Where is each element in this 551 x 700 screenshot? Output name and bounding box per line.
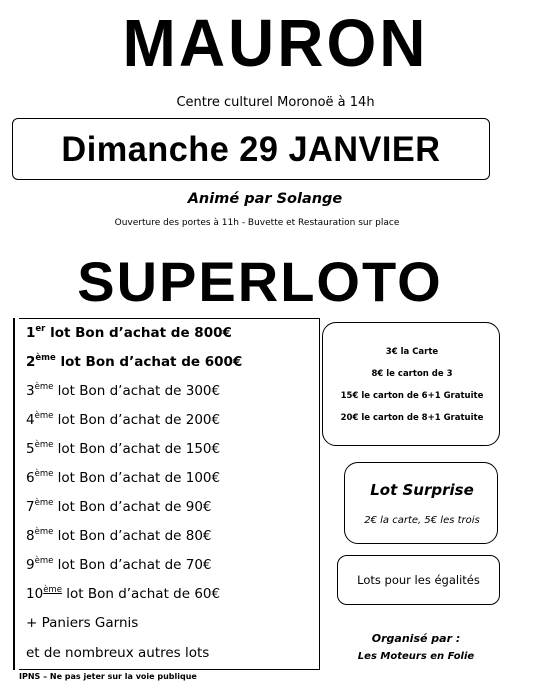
surprise-price: 2€ la carte, 5€ les trois (364, 515, 480, 526)
prize-item: 10ème lot Bon d’achat de 60€ (26, 585, 221, 602)
prize-item: 7ème lot Bon d’achat de 90€ (26, 498, 212, 515)
prize-item: 5ème lot Bon d’achat de 150€ (26, 440, 221, 457)
price-line: 15€ le carton de 6+1 Gratuite (340, 391, 484, 401)
prize-item: 9ème lot Bon d’achat de 70€ (26, 556, 212, 573)
surprise-title: Lot Surprise (370, 481, 474, 499)
prize-item: 8ème lot Bon d’achat de 80€ (26, 527, 212, 544)
prize-item: 1er lot Bon d’achat de 800€ (26, 324, 232, 341)
price-line: 20€ le carton de 8+1 Gratuite (340, 413, 484, 423)
prize-item: 6ème lot Bon d’achat de 100€ (26, 469, 221, 486)
date-box (12, 118, 490, 180)
organizer-name: Les Moteurs en Folie (357, 651, 475, 662)
prize-extra: + Paniers Garnis (26, 615, 139, 631)
price-line: 8€ le carton de 3 (371, 369, 453, 379)
footer-notice: IPNS – Ne pas jeter sur la voie publique (19, 672, 197, 681)
ties-box: Lots pour les égalités (337, 555, 500, 605)
prize-list-border (13, 318, 15, 670)
event-date: Dimanche 29 JANVIER (61, 130, 441, 169)
poster-title: MAURON (122, 5, 429, 81)
venue-line: Centre culturel Moronoë à 14h (176, 95, 375, 110)
prize-item: 3ème lot Bon d’achat de 300€ (26, 382, 221, 399)
prize-list (19, 318, 320, 670)
prize-item: 2ème lot Bon d’achat de 600€ (26, 353, 243, 370)
price-box (322, 322, 500, 446)
surprise-box (344, 462, 498, 544)
organizer-label: Organisé par : (371, 632, 461, 645)
doors-info: Ouverture des portes à 11h - Buvette et Restauration sur place (114, 218, 400, 228)
prize-item: 4ème lot Bon d’achat de 200€ (26, 411, 221, 428)
event-name: SUPERLOTO (77, 250, 443, 313)
prize-extra: et de nombreux autres lots (26, 645, 210, 661)
price-line: 3€ la Carte (385, 347, 439, 357)
host-line: Animé par Solange (187, 191, 343, 207)
